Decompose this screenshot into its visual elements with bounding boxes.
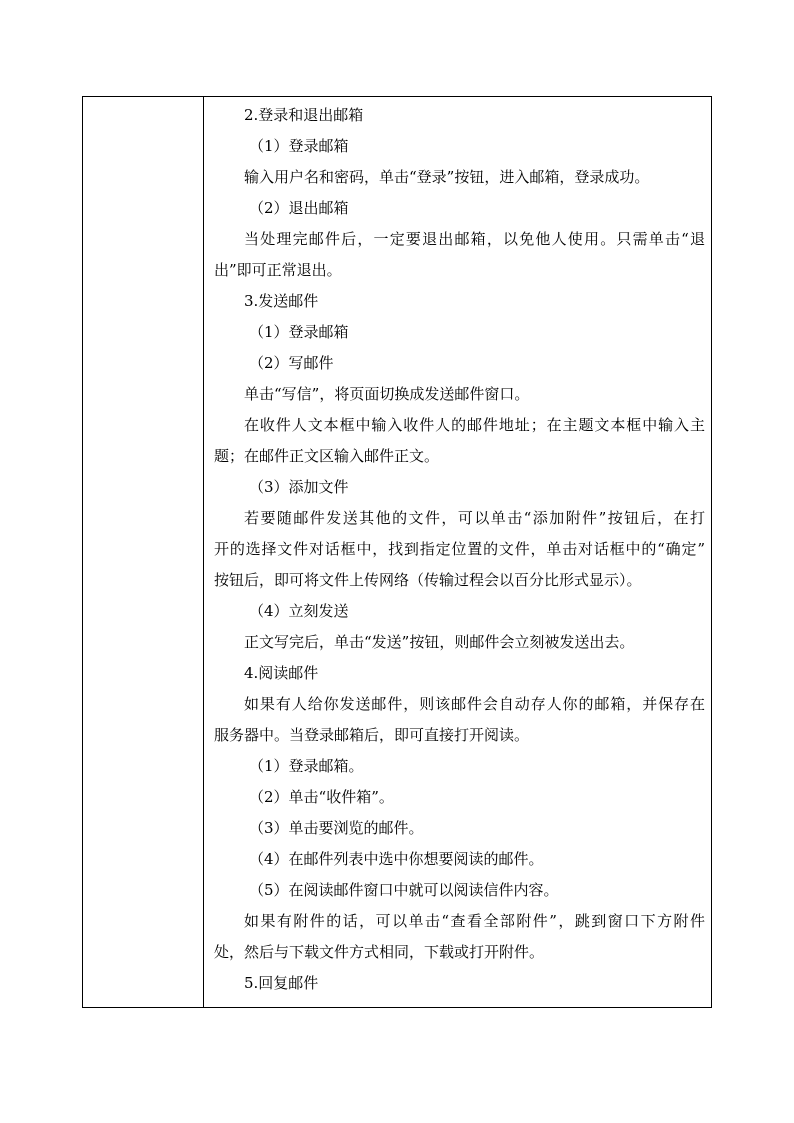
subheading-add-file: （3）添加文件 xyxy=(249,478,349,496)
list-item: （1）登录邮箱。 xyxy=(249,757,364,775)
heading-login-logout: 2.登录和退出邮箱 xyxy=(244,106,364,124)
paragraph-line: 如果有附件的话，可以单击“查看全部附件”，跳到窗口下方附件 xyxy=(244,912,705,930)
table-left-cell xyxy=(83,97,204,1007)
paragraph-line: 若要随邮件发送其他的文件，可以单击“添加附件”按钮后，在打 xyxy=(244,509,705,527)
subheading-write-mail: （2）写邮件 xyxy=(249,354,334,372)
paragraph-line: 当处理完邮件后，一定要退出邮箱，以免他人使用。只需单击“退 xyxy=(244,230,705,248)
list-item: （2）单击“收件箱”。 xyxy=(249,788,394,806)
paragraph-line: 出”即可正常退出。 xyxy=(214,261,342,279)
document-table xyxy=(82,96,712,1008)
paragraph-line: 单击“写信”，将页面切换成发送邮件窗口。 xyxy=(244,385,530,403)
subheading-send-now: （4）立刻发送 xyxy=(249,602,349,620)
heading-send-mail: 3.发送邮件 xyxy=(244,292,319,310)
subheading-logout: （2）退出邮箱 xyxy=(249,199,349,217)
list-item: （3）单击要浏览的邮件。 xyxy=(249,819,424,837)
paragraph-line: 按钮后，即可将文件上传网络（传输过程会以百分比形式显示）。 xyxy=(214,571,642,589)
paragraph-line: 正文写完后，单击“发送”按钮，则邮件会立刻被发送出去。 xyxy=(244,633,635,651)
paragraph-line: 输入用户名和密码，单击“登录”按钮，进入邮箱，登录成功。 xyxy=(244,168,650,186)
paragraph-line: 题；在邮件正文区输入邮件正文。 xyxy=(214,447,440,465)
paragraph-line: 服务器中。当登录邮箱后，即可直接打开阅读。 xyxy=(214,726,530,744)
paragraph-line: 在收件人文本框中输入收件人的邮件地址；在主题文本框中输入主 xyxy=(244,416,705,434)
paragraph-line: 如果有人给你发送邮件，则该邮件会自动存人你的邮箱，并保存在 xyxy=(244,695,705,713)
heading-reply-mail: 5.回复邮件 xyxy=(244,974,319,992)
table-content-cell xyxy=(204,97,711,1007)
paragraph-line: 处，然后与下载文件方式相同，下载或打开附件。 xyxy=(214,943,545,961)
subheading-login: （1）登录邮箱 xyxy=(249,323,349,341)
paragraph-line: 开的选择文件对话框中，找到指定位置的文件，单击对话框中的“确定” xyxy=(214,540,705,558)
heading-read-mail: 4.阅读邮件 xyxy=(244,664,319,682)
subheading-login: （1）登录邮箱 xyxy=(249,137,349,155)
list-item: （5）在阅读邮件窗口中就可以阅读信件内容。 xyxy=(249,881,559,899)
list-item: （4）在邮件列表中选中你想要阅读的邮件。 xyxy=(249,850,544,868)
